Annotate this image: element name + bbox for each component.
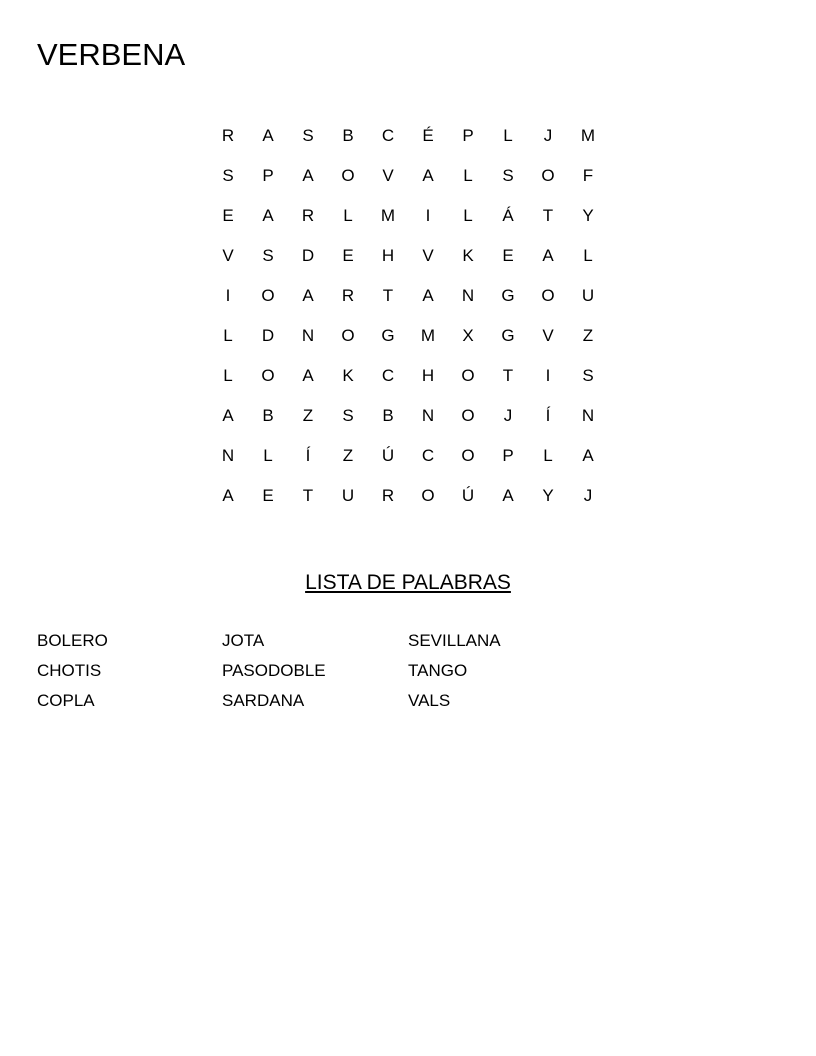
grid-row xyxy=(208,196,608,236)
grid-cell: N xyxy=(461,286,475,305)
word-list-item: SARDANA xyxy=(222,691,305,710)
grid-cell: N xyxy=(221,446,235,465)
grid-cell: Ú xyxy=(461,486,475,505)
word-list-column-1 xyxy=(37,626,222,716)
grid-cell: R xyxy=(301,206,315,225)
grid-cell: A xyxy=(262,126,274,145)
grid-cell: D xyxy=(261,326,275,345)
grid-cell: A xyxy=(582,446,594,465)
grid-cell: T xyxy=(382,286,394,305)
grid-cell: O xyxy=(341,166,355,185)
grid-cell: J xyxy=(503,406,513,425)
grid-cell: U xyxy=(341,486,355,505)
grid-cell: A xyxy=(422,286,434,305)
grid-cell: E xyxy=(262,486,274,505)
grid-cell: G xyxy=(501,326,515,345)
grid-cell: H xyxy=(421,366,435,385)
grid-cell: I xyxy=(225,286,231,305)
grid-cell: O xyxy=(261,366,275,385)
grid-cell: B xyxy=(342,126,354,145)
word-list-item: PASODOBLE xyxy=(222,661,326,680)
grid-cell: N xyxy=(301,326,315,345)
grid-cell: C xyxy=(421,446,435,465)
grid-cell: L xyxy=(583,246,593,265)
grid-cell: T xyxy=(542,206,554,225)
grid-cell: P xyxy=(462,126,474,145)
grid-cell: H xyxy=(381,246,395,265)
grid-cell: O xyxy=(341,326,355,345)
grid-cell: L xyxy=(263,446,273,465)
grid-cell: S xyxy=(582,366,594,385)
word-list-heading: LISTA DE PALABRAS xyxy=(305,571,511,594)
grid-cell: Y xyxy=(582,206,594,225)
grid-row xyxy=(208,156,608,196)
grid-cell: K xyxy=(462,246,474,265)
grid-row xyxy=(208,436,608,476)
grid-cell: M xyxy=(580,126,596,145)
grid-cell: E xyxy=(222,206,234,225)
grid-cell: O xyxy=(421,486,435,505)
grid-cell: A xyxy=(222,486,234,505)
grid-cell: V xyxy=(382,166,394,185)
grid-cell: R xyxy=(381,486,395,505)
grid-cell: S xyxy=(262,246,274,265)
word-list-item: CHOTIS xyxy=(37,661,102,680)
grid-cell: F xyxy=(582,166,594,185)
grid-cell: I xyxy=(425,206,431,225)
grid-cell: B xyxy=(262,406,274,425)
grid-cell: S xyxy=(502,166,514,185)
grid-cell: I xyxy=(545,366,551,385)
grid-cell: Z xyxy=(302,406,314,425)
grid-cell: T xyxy=(502,366,514,385)
grid-cell: M xyxy=(380,206,396,225)
grid-cell: A xyxy=(222,406,234,425)
grid-cell: A xyxy=(502,486,514,505)
grid-row xyxy=(208,236,608,276)
word-list-column-2 xyxy=(222,626,407,716)
grid-cell: Y xyxy=(542,486,554,505)
grid-row xyxy=(208,316,608,356)
grid-cell: L xyxy=(223,326,233,345)
grid-cell: N xyxy=(581,406,595,425)
grid-cell: O xyxy=(541,166,555,185)
grid-cell: Z xyxy=(582,326,594,345)
grid-cell: V xyxy=(222,246,234,265)
word-search-grid xyxy=(208,116,608,516)
grid-cell: L xyxy=(543,446,553,465)
word-list-item: SEVILLANA xyxy=(408,631,501,650)
grid-cell: Ú xyxy=(381,446,395,465)
grid-cell: G xyxy=(381,326,395,345)
grid-cell: Í xyxy=(305,446,311,465)
word-list-item: BOLERO xyxy=(37,631,108,650)
grid-cell: A xyxy=(302,286,314,305)
grid-cell: P xyxy=(502,446,514,465)
grid-cell: S xyxy=(302,126,314,145)
grid-cell: É xyxy=(422,126,434,145)
grid-cell: L xyxy=(223,366,233,385)
word-list-item: VALS xyxy=(408,691,451,710)
grid-cell: L xyxy=(463,206,473,225)
grid-cell: K xyxy=(342,366,354,385)
grid-cell: C xyxy=(381,126,395,145)
grid-row xyxy=(208,396,608,436)
grid-cell: Z xyxy=(342,446,354,465)
grid-cell: M xyxy=(420,326,436,345)
grid-cell: E xyxy=(342,246,354,265)
grid-cell: R xyxy=(341,286,355,305)
word-list-item: COPLA xyxy=(37,691,95,710)
grid-cell: U xyxy=(581,286,595,305)
grid-cell: A xyxy=(542,246,554,265)
grid-cell: V xyxy=(422,246,434,265)
word-list-item: TANGO xyxy=(408,661,468,680)
grid-cell: A xyxy=(262,206,274,225)
grid-cell: S xyxy=(342,406,354,425)
grid-cell: O xyxy=(261,286,275,305)
grid-row xyxy=(208,116,608,156)
grid-cell: Í xyxy=(545,406,551,425)
grid-cell: A xyxy=(302,366,314,385)
grid-cell: V xyxy=(542,326,554,345)
grid-cell: R xyxy=(221,126,235,145)
grid-cell: Á xyxy=(502,206,514,225)
grid-cell: G xyxy=(501,286,515,305)
grid-cell: L xyxy=(503,126,513,145)
grid-cell: P xyxy=(262,166,274,185)
grid-cell: N xyxy=(421,406,435,425)
grid-cell: B xyxy=(382,406,394,425)
grid-cell: D xyxy=(301,246,315,265)
grid-cell: J xyxy=(543,126,553,145)
grid-cell: E xyxy=(502,246,514,265)
word-list-column-3 xyxy=(408,626,593,716)
grid-cell: X xyxy=(462,326,474,345)
grid-cell: O xyxy=(461,446,475,465)
grid-cell: O xyxy=(461,406,475,425)
word-list-item: JOTA xyxy=(222,631,265,650)
grid-row xyxy=(208,276,608,316)
grid-row xyxy=(208,476,608,516)
grid-cell: L xyxy=(343,206,353,225)
grid-cell: T xyxy=(302,486,314,505)
grid-cell: O xyxy=(541,286,555,305)
grid-cell: C xyxy=(381,366,395,385)
grid-cell: J xyxy=(583,486,593,505)
grid-cell: L xyxy=(463,166,473,185)
grid-cell: S xyxy=(222,166,234,185)
grid-cell: O xyxy=(461,366,475,385)
grid-cell: A xyxy=(302,166,314,185)
grid-cell: A xyxy=(422,166,434,185)
page-title: VERBENA xyxy=(37,37,186,72)
grid-row xyxy=(208,356,608,396)
